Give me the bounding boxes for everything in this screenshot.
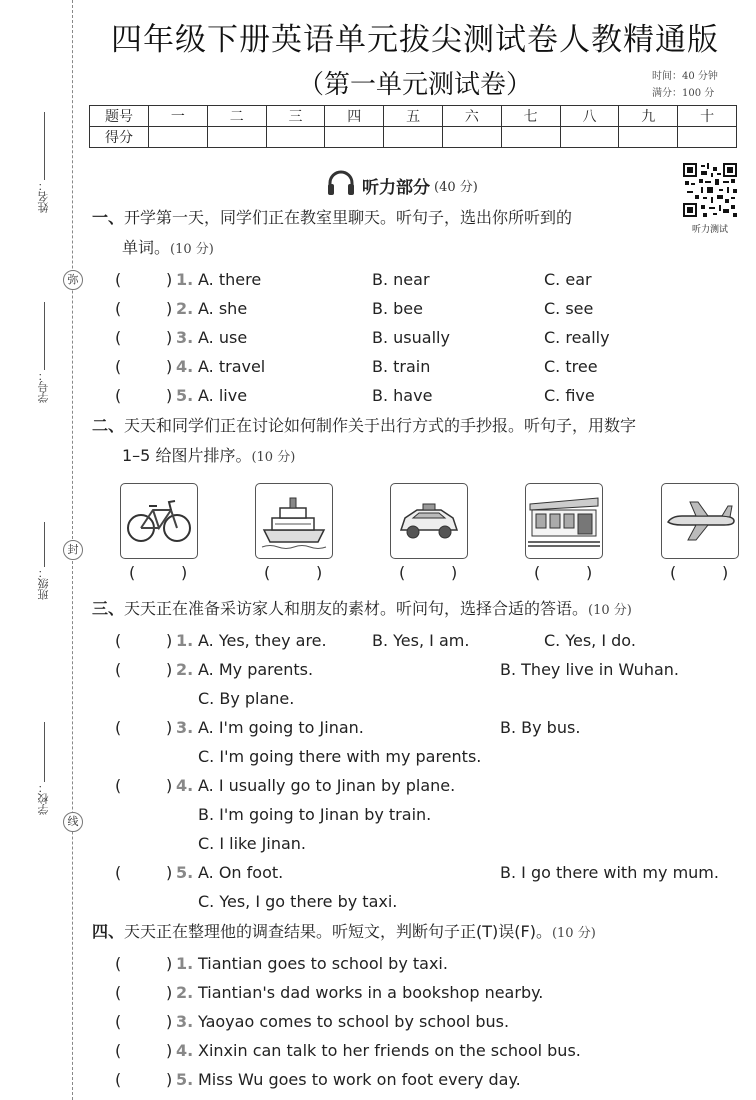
- picture-answer-paren-right: ): [181, 563, 188, 582]
- answer-paren-left[interactable]: (: [115, 386, 122, 405]
- score-col-header: 六: [442, 106, 501, 127]
- part3-instruction: 天天正在准备采访家人和朋友的素材。听问句，选择合适的答语。: [124, 599, 589, 618]
- item-number: 1.: [176, 954, 194, 973]
- option-c: C. By plane.: [198, 689, 295, 708]
- answer-paren-left[interactable]: (: [115, 954, 122, 973]
- option-b: B. I go there with my mum.: [500, 863, 719, 882]
- score-cell[interactable]: [149, 127, 208, 148]
- part3-item-4-cont-c: [0, 832, 756, 856]
- listening-section-title: 听力部分: [362, 177, 430, 198]
- picture-answer-paren-right: ): [586, 563, 593, 582]
- item-number: 2.: [176, 660, 194, 679]
- answer-paren-right: ): [166, 954, 173, 973]
- item-number: 1.: [176, 631, 194, 650]
- part1-title-cont: [122, 236, 214, 262]
- answer-paren-right: ): [166, 270, 173, 289]
- option-a: A. I usually go to Jinan by plane.: [198, 776, 456, 795]
- part1-title: [92, 206, 572, 230]
- part4-instruction: 天天正在整理他的调查结果。听短文，判断句子正(T)误(F)。: [124, 922, 552, 941]
- part2-points: (10 分): [251, 450, 296, 465]
- answer-paren-left[interactable]: (: [115, 1012, 122, 1031]
- picture-answer-paren-right: ): [316, 563, 323, 582]
- ship-icon: [256, 484, 332, 558]
- item-number: 3.: [176, 718, 194, 737]
- part1-item-2: [0, 297, 756, 321]
- answer-paren-left[interactable]: (: [115, 660, 122, 679]
- option-b: B. Yes, I am.: [372, 631, 470, 650]
- answer-paren-left[interactable]: (: [115, 1070, 122, 1089]
- qr-code-caption: 听力测试: [691, 225, 728, 235]
- answer-paren-left[interactable]: (: [115, 631, 122, 650]
- item-number: 3.: [176, 328, 194, 347]
- answer-paren-right: ): [166, 660, 173, 679]
- part1-item-4: [0, 355, 756, 379]
- part2-instruction-line2: 1–5 给图片排序。: [122, 446, 252, 465]
- part1-points: (10 分): [170, 242, 214, 257]
- answer-paren-right: ): [166, 863, 173, 882]
- answer-paren-right: ): [166, 1012, 173, 1031]
- part2-title-cont: [122, 444, 295, 470]
- picture-answer-paren-left[interactable]: (: [534, 563, 541, 582]
- option-b: B. I'm going to Jinan by train.: [198, 805, 432, 824]
- answer-paren-right: ): [166, 386, 173, 405]
- qr-code-icon: [683, 163, 737, 217]
- picture-answer-paren-left[interactable]: (: [264, 563, 271, 582]
- seat-number-label: 学号：: [37, 370, 50, 403]
- answer-paren-right: ): [166, 299, 173, 318]
- answer-paren-left[interactable]: (: [115, 270, 122, 289]
- score-table-header-row: [90, 106, 737, 127]
- answer-paren-left[interactable]: (: [115, 983, 122, 1002]
- question-number-label: 题号: [90, 106, 149, 127]
- option-c: C. Yes, I go there by taxi.: [198, 892, 398, 911]
- item-number: 4.: [176, 357, 194, 376]
- answer-paren-left[interactable]: (: [115, 718, 122, 737]
- score-cell[interactable]: [266, 127, 325, 148]
- train-station-icon: [526, 484, 602, 558]
- score-cell[interactable]: [207, 127, 266, 148]
- part3-item-3: [0, 716, 756, 740]
- part4-item-4: [0, 1039, 756, 1063]
- school-label: 学校：: [37, 782, 50, 815]
- score-col-header: 五: [384, 106, 443, 127]
- score-cell[interactable]: [501, 127, 560, 148]
- part3-item-1: [0, 629, 756, 653]
- score-col-header: 十: [678, 106, 737, 127]
- score-col-header: 四: [325, 106, 384, 127]
- picture-airplane: [661, 483, 739, 559]
- part3-item-3-cont: [0, 745, 756, 769]
- item-number: 4.: [176, 776, 194, 795]
- part4-points: (10 分): [551, 926, 596, 941]
- part3-item-5: [0, 861, 756, 885]
- class-underline: [44, 522, 45, 567]
- part3-points: (10 分): [588, 603, 632, 618]
- option-a: A. travel: [198, 357, 266, 376]
- score-col-header: 三: [266, 106, 325, 127]
- part4-item-3: [0, 1010, 756, 1034]
- name-label: 姓名：: [37, 180, 50, 213]
- score-col-header: 七: [501, 106, 560, 127]
- page-title: 四年级下册英语单元拔尖测试卷人教精通版: [111, 22, 719, 58]
- exam-meta: [652, 68, 718, 102]
- picture-answer-paren-right: ): [451, 563, 458, 582]
- statement: Tiantian goes to school by taxi.: [198, 954, 448, 973]
- option-c: C. five: [544, 386, 595, 405]
- score-table-score-row: [90, 127, 737, 148]
- score-cell[interactable]: [560, 127, 619, 148]
- statement: Miss Wu goes to work on foot every day.: [198, 1070, 521, 1089]
- score-cell[interactable]: [384, 127, 443, 148]
- part2-title: [92, 414, 636, 438]
- item-number: 3.: [176, 1012, 194, 1031]
- listening-section-points: (40 分): [434, 179, 478, 195]
- picture-answer-paren-left[interactable]: (: [399, 563, 406, 582]
- name-underline: [44, 112, 45, 180]
- answer-paren-left[interactable]: (: [115, 776, 122, 795]
- headphones-icon: [326, 169, 356, 201]
- option-c: C. really: [544, 328, 610, 347]
- picture-taxi: [390, 483, 468, 559]
- part3-item-5-cont: [0, 890, 756, 914]
- option-a: A. live: [198, 386, 248, 405]
- option-a: A. My parents.: [198, 660, 314, 679]
- part3-title: [92, 597, 632, 623]
- answer-paren-right: ): [166, 357, 173, 376]
- option-b: B. usually: [372, 328, 450, 347]
- option-a: A. use: [198, 328, 248, 347]
- part3-item-4-cont-b: [0, 803, 756, 827]
- part3-item-4: [0, 774, 756, 798]
- score-cell[interactable]: [678, 127, 737, 148]
- part1-item-5: [0, 384, 756, 408]
- airplane-icon: [662, 484, 738, 558]
- part3-number: 三、: [92, 599, 125, 618]
- part1-number: 一、: [92, 208, 125, 227]
- page-subtitle: （第一单元测试卷）: [297, 70, 532, 100]
- score-table: [89, 105, 737, 148]
- picture-answer-paren-left[interactable]: (: [670, 563, 677, 582]
- option-b: B. They live in Wuhan.: [500, 660, 679, 679]
- item-number: 2.: [176, 299, 194, 318]
- option-c: C. I like Jinan.: [198, 834, 306, 853]
- part1-item-3: [0, 326, 756, 350]
- answer-paren-left[interactable]: (: [115, 328, 122, 347]
- part4-number: 四、: [92, 922, 125, 941]
- answer-paren-left[interactable]: (: [115, 863, 122, 882]
- item-number: 4.: [176, 1041, 194, 1060]
- picture-train-station: [525, 483, 603, 559]
- part3-item-2: [0, 658, 756, 682]
- score-col-header: 九: [619, 106, 678, 127]
- option-a: A. On foot.: [198, 863, 284, 882]
- part1-item-1: [0, 268, 756, 292]
- answer-paren-right: ): [166, 983, 173, 1002]
- answer-paren-left[interactable]: (: [115, 1041, 122, 1060]
- seal-mark-mi: 弥: [63, 270, 83, 290]
- item-number: 5.: [176, 863, 194, 882]
- picture-answer-paren-right: ): [722, 563, 729, 582]
- part2-number: 二、: [92, 416, 125, 435]
- score-cell[interactable]: [442, 127, 501, 148]
- answer-paren-right: ): [166, 776, 173, 795]
- answer-paren-right: ): [166, 1070, 173, 1089]
- part1-instruction-line1: 开学第一天，同学们正在教室里聊天。听句子，选出你所听到的: [124, 208, 573, 227]
- option-a: A. I'm going to Jinan.: [198, 718, 364, 737]
- part4-item-2: [0, 981, 756, 1005]
- score-col-header: 八: [560, 106, 619, 127]
- answer-paren-right: ): [166, 1041, 173, 1060]
- picture-bicycle: [120, 483, 198, 559]
- item-number: 5.: [176, 1070, 194, 1089]
- score-cell[interactable]: [325, 127, 384, 148]
- score-col-header: 二: [207, 106, 266, 127]
- option-c: C. ear: [544, 270, 592, 289]
- part4-item-5: [0, 1068, 756, 1092]
- statement: Yaoyao comes to school by school bus.: [198, 1012, 510, 1031]
- seal-mark-feng: 封: [63, 540, 83, 560]
- option-b: B. train: [372, 357, 431, 376]
- option-b: B. By bus.: [500, 718, 581, 737]
- qr-code[interactable]: [683, 163, 737, 235]
- score-col-header: 一: [149, 106, 208, 127]
- statement: Xinxin can talk to her friends on the school bus.: [198, 1041, 581, 1060]
- answer-paren-left[interactable]: (: [115, 357, 122, 376]
- listening-section-heading: [326, 170, 478, 200]
- item-number: 2.: [176, 983, 194, 1002]
- taxi-icon: [391, 484, 467, 558]
- option-b: B. near: [372, 270, 430, 289]
- class-label: 班级：: [37, 567, 50, 600]
- part3-item-2-cont: [0, 687, 756, 711]
- part4-item-1: [0, 952, 756, 976]
- bicycle-icon: [121, 484, 197, 558]
- item-number: 5.: [176, 386, 194, 405]
- part4-title: [92, 920, 596, 946]
- option-a: A. there: [198, 270, 262, 289]
- option-c: C. tree: [544, 357, 598, 376]
- option-b: B. bee: [372, 299, 423, 318]
- item-number: 1.: [176, 270, 194, 289]
- answer-paren-right: ): [166, 631, 173, 650]
- name-field[interactable]: [34, 110, 54, 213]
- option-b: B. have: [372, 386, 433, 405]
- exam-time: 时间：40 分钟: [652, 71, 718, 82]
- class-field[interactable]: [34, 520, 54, 600]
- seal-mark-xian: 线: [63, 812, 83, 832]
- option-c: C. I'm going there with my parents.: [198, 747, 482, 766]
- part2-instruction-line1: 天天和同学们正在讨论如何制作关于出行方式的手抄报。听句子，用数字: [124, 416, 637, 435]
- picture-answer-paren-left[interactable]: (: [129, 563, 136, 582]
- score-cell[interactable]: [619, 127, 678, 148]
- answer-paren-left[interactable]: (: [115, 299, 122, 318]
- exam-full-score: 满分：100 分: [652, 88, 715, 99]
- picture-ship: [255, 483, 333, 559]
- answer-paren-right: ): [166, 328, 173, 347]
- statement: Tiantian's dad works in a bookshop nearby.: [198, 983, 544, 1002]
- option-a: A. she: [198, 299, 248, 318]
- answer-paren-right: ): [166, 718, 173, 737]
- option-c: C. see: [544, 299, 594, 318]
- part1-instruction-line2: 单词。: [122, 238, 171, 257]
- option-c: C. Yes, I do.: [544, 631, 636, 650]
- option-a: A. Yes, they are.: [198, 631, 327, 650]
- score-label: 得分: [90, 127, 149, 148]
